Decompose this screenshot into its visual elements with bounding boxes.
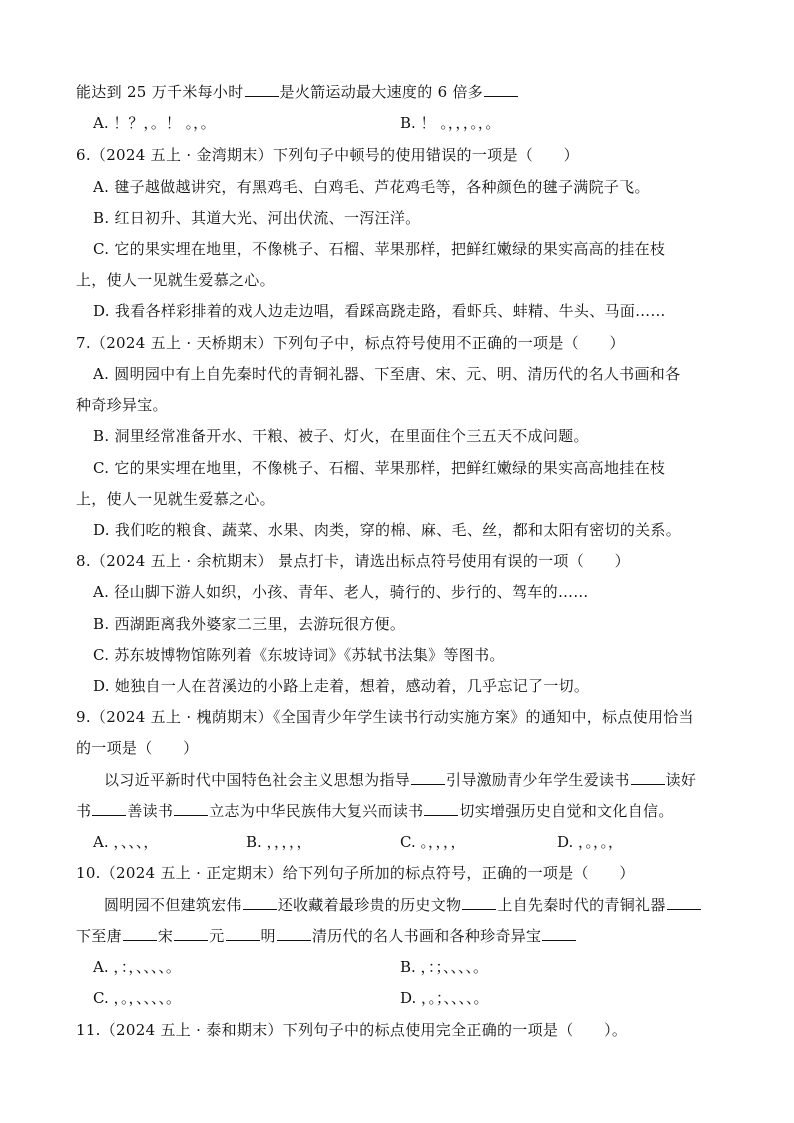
option-b: B. ，，，，， [246, 833, 312, 851]
question-8-option-b: B. 西湖距离我外婆家二三里，去游玩很方便。 [93, 615, 406, 633]
answer-blank [424, 801, 458, 816]
question-5-stem-tail [76, 82, 519, 102]
question-6-option-d: D. 我看各样彩排着的戏人边走边唱，看踩高跷走路，看虾兵、蚌精、牛头、马面…… [93, 302, 666, 320]
question-8-stem: 8.（2024 五上 · 余杭期末） 景点打卡，请选出标点符号使用有误的一项（ ） [76, 552, 630, 570]
text-segment: 立志为中华民族伟大复兴而读书 [209, 802, 424, 820]
text-segment: 明 [260, 927, 276, 945]
text-segment: 切实增强历史自觉和文化自信。 [459, 802, 674, 820]
option-a: A. ，、、、， [93, 833, 159, 851]
text-segment: 是火箭运动最大速度的 6 倍多 [279, 83, 484, 101]
option-b: B. ！ 。，，，。，。 [400, 114, 501, 132]
answer-blank [174, 926, 208, 941]
option-a: A. ，：，、、、、。 [93, 958, 181, 976]
answer-blank [277, 926, 311, 941]
answer-blank [226, 926, 260, 941]
question-8-option-c: C. 苏东坡博物馆陈列着《东坡诗词》《苏轼书法集》等图书。 [93, 646, 505, 664]
question-6-option-c-cont: 上，使人一见就生爱慕之心。 [76, 271, 275, 289]
answer-blank [92, 801, 126, 816]
option-c: C. ，。，、、、、。 [93, 989, 181, 1007]
option-d: D. ，。，。， [557, 833, 624, 851]
text-segment: 宋 [157, 927, 174, 945]
question-8-option-d: D. 她独自一人在苕溪边的小路上走着，想着，感动着，几乎忘记了一切。 [93, 677, 590, 695]
question-9-stem: 9.（2024 五上 · 槐荫期末）《全国青少年学生读书行动实施方案》的通知中，标点使用恰当 [76, 708, 694, 726]
question-7-option-b: B. 洞里经常准备开水、干粮、被子、灯火，在里面住个三五天不成问题。 [93, 427, 589, 445]
text-segment: 引导激励青少年学生爱读书 [446, 771, 630, 789]
text-segment: 以习近平新时代中国特色社会主义思想为指导 [104, 771, 411, 789]
text-segment: 下至唐 [76, 927, 122, 945]
question-11-stem: 11.（2024 五上 · 泰和期末）下列句子中的标点使用完全正确的一项是（ ）。 [76, 1021, 628, 1039]
answer-blank [542, 926, 576, 941]
question-7-option-c-cont: 上，使人一见就生爱慕之心。 [76, 490, 275, 508]
question-7-option-c: C. 它的果实埋在地里，不像桃子、石榴、苹果那样，把鲜红嫩绿的果实高高地挂在枝 [93, 459, 666, 477]
question-6-option-c: C. 它的果实埋在地里，不像桃子、石榴、苹果那样，把鲜红嫩绿的果实高高的挂在枝 [93, 240, 666, 258]
question-6-option-a: A. 毽子越做越讲究，有黑鸡毛、白鸡毛、芦花鸡毛等，各种颜色的毽子满院子飞。 [93, 178, 650, 196]
answer-blank [462, 895, 496, 910]
question-9-passage-line-1 [104, 770, 696, 790]
answer-blank [667, 895, 701, 910]
text-segment: 读好 [665, 771, 697, 789]
text-segment: 上自先秦时代的青铜礼器 [497, 896, 666, 914]
text-segment: 能达到 25 万千米每小时 [76, 83, 244, 101]
text-segment: 善读书 [127, 802, 174, 820]
text-segment: 元 [209, 927, 225, 945]
text-segment: 圆明园不但建筑宏伟 [104, 896, 242, 914]
text-segment: 清历代的名人书画和各种珍奇异宝 [311, 927, 542, 945]
answer-blank [631, 770, 665, 785]
answer-blank [123, 926, 157, 941]
option-c: C. 。，，，， [400, 833, 466, 851]
question-10-passage-line-2 [76, 926, 577, 946]
text-segment: 还收藏着最珍贵的历史文物 [277, 896, 462, 914]
answer-blank [245, 82, 279, 97]
question-7-option-d: D. 我们吃的粮食、蔬菜、水果、肉类，穿的棉、麻、毛、丝，都和太阳有密切的关系。 [93, 521, 682, 539]
option-d: D. ，。；、、、、。 [400, 989, 489, 1007]
question-10-stem: 10.（2024 五上 · 正定期末）给下列句子所加的标点符号，正确的一项是（ ） [76, 864, 635, 882]
answer-blank [411, 770, 445, 785]
question-7-option-a: A. 圆明园中有上自先秦时代的青铜礼器、下至唐、宋、元、明、清历代的名人书画和各 [93, 365, 681, 383]
question-7-option-a-cont: 种奇珍异宝。 [76, 396, 168, 414]
option-a: A. ！？，。！ 。，。 [93, 114, 216, 132]
answer-blank [484, 82, 518, 97]
question-6-option-b: B. 红日初升、其道大光、河出伏流、一泻汪洋。 [93, 209, 421, 227]
question-10-passage-line-1 [104, 895, 702, 915]
answer-blank [174, 801, 208, 816]
answer-blank [243, 895, 277, 910]
question-8-option-a: A. 径山脚下游人如织，小孩、青年、老人，骑行的、步行的、驾车的…… [93, 583, 589, 601]
question-6-stem: 6.（2024 五上 · 金湾期末）下列句子中顿号的使用错误的一项是（ ） [76, 146, 579, 164]
question-7-stem: 7.（2024 五上 · 天桥期末）下列句子中，标点符号使用不正确的一项是（ ） [76, 334, 625, 352]
question-9-stem-cont: 的一项是（ ） [76, 739, 199, 757]
text-segment: 书 [76, 802, 92, 820]
option-b: B. ，：；、、、、。 [400, 958, 489, 976]
question-9-passage-line-2 [76, 801, 674, 821]
